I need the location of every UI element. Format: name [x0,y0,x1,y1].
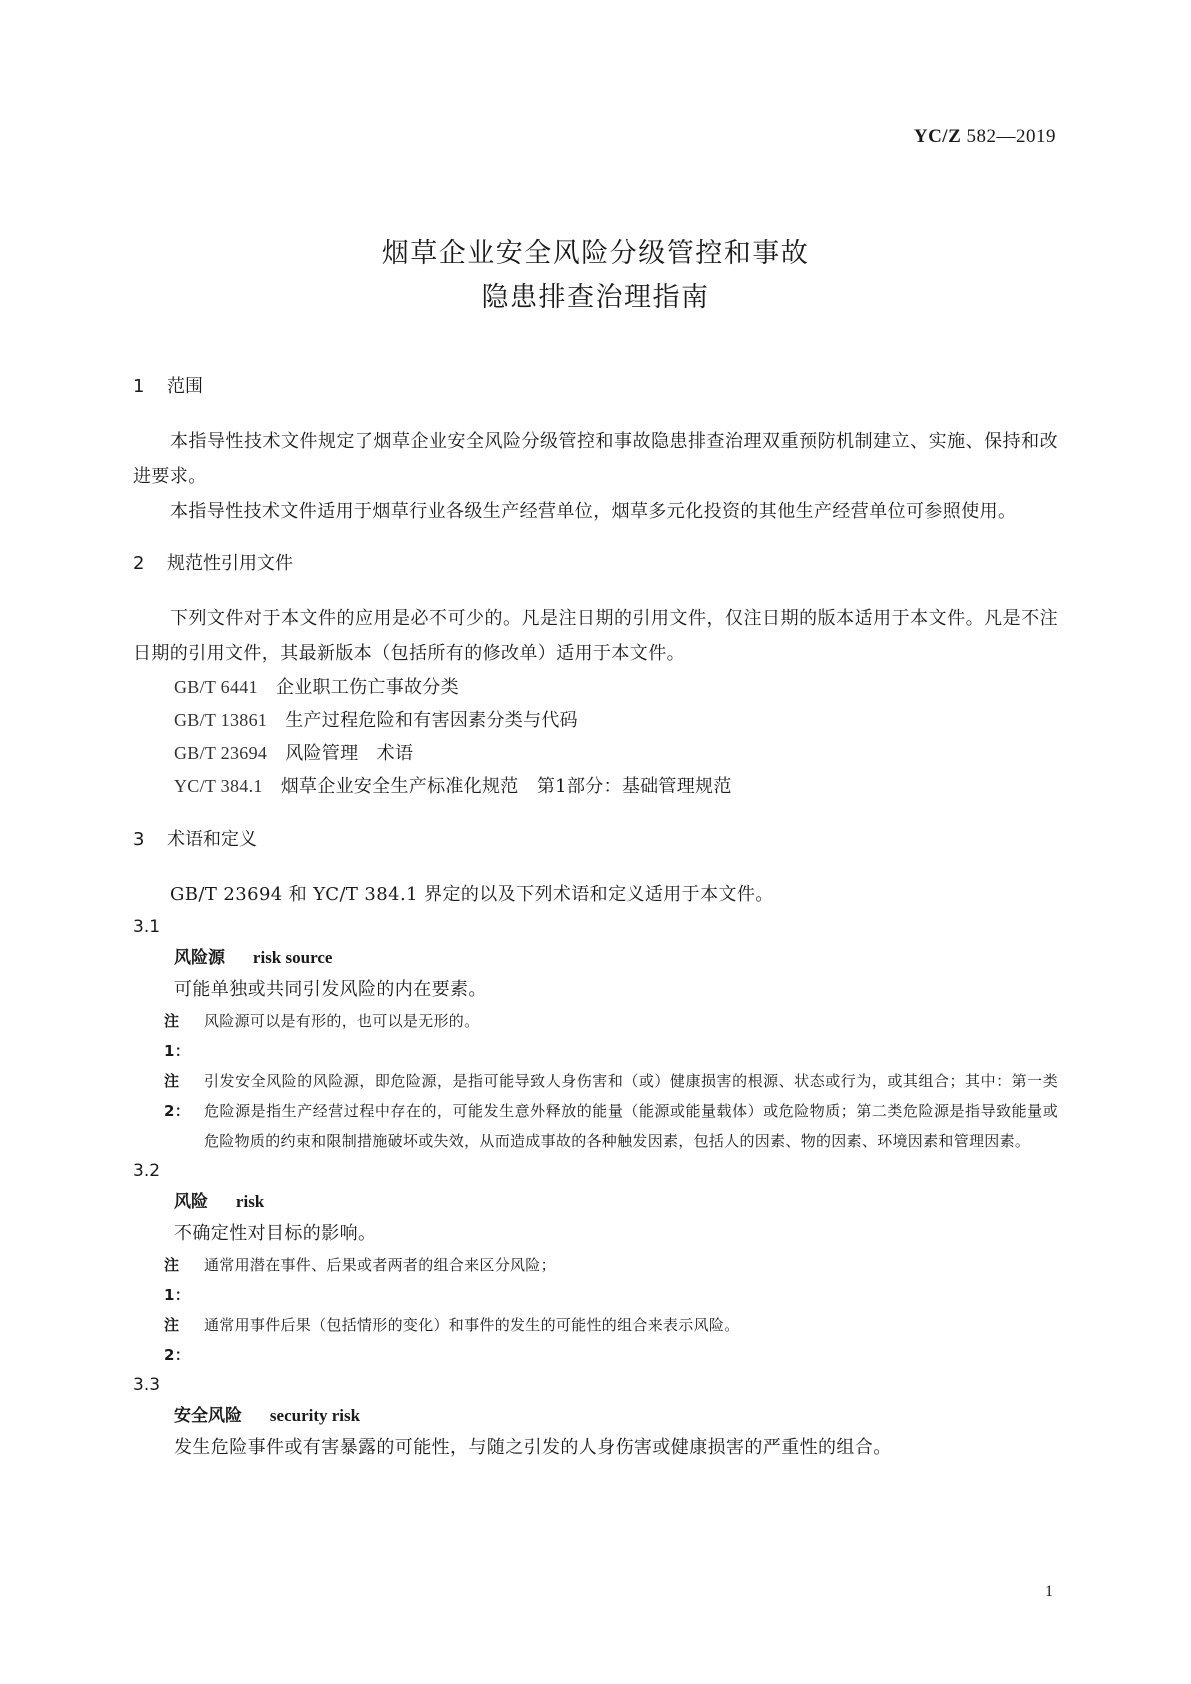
document-code-prefix: YC/Z [913,126,962,147]
reference-name: 生产过程危险和有害因素分类与代码 [285,710,578,731]
reference-code: GB/T 23694 [174,743,268,763]
reference-item [174,737,1058,770]
term-number: 3.2 [133,1161,161,1181]
document-code-number: 582—2019 [966,126,1056,147]
references-intro: 下列文件对于本文件的应用是必不可少的。凡是注日期的引用文件，仅注日期的版本适用于本文件。凡是不注日期的引用文件，其最新版本（包括所有的修改单）适用于本文件。 [133,608,1058,664]
term-name-en: risk [235,1192,265,1211]
section-heading-references [133,549,1058,579]
title-line-2: 隐患排查治理指南 [481,282,710,313]
reference-name: 烟草企业安全生产标准化规范 第1部分：基础管理规范 [280,776,732,797]
note-text: 引发安全风险的风险源，即危险源，是指可能导致人身伤害和（或）健康损害的根源、状态或行为，或其组合；其中：第一类危险源是指生产经营过程中存在的，可能发生意外释放的能量（能源或能量载体）或危险物质；第二类危险源是指导致能量或危险物质的约束和限制措施破坏或失效，从而造成事故的各种触发因素，包括人的因素、物的因素、环境因素和管理因素。 [204,1072,1058,1150]
scope-paragraph-2: 本指导性技术文件适用于烟草行业各级生产经营单位，烟草多元化投资的其他生产经营单位可参照使用。 [170,501,1017,522]
scope-paragraph-1: 本指导性技术文件规定了烟草企业安全风险分级管控和事故隐患排查治理双重预防机制建立、实施、保持和改进要求。 [133,431,1058,487]
section-title: 术语和定义 [167,829,257,850]
document-title [0,232,1191,320]
term-name-en: security risk [269,1406,361,1425]
section-number: 1 [133,376,145,397]
terms-intro: GB/T 23694 和 YC/T 384.1 界定的以及下列术语和定义适用于本文件。 [170,884,774,905]
term-name-en: risk source [252,948,333,967]
reference-list [133,671,1058,803]
term-name [133,1400,1058,1432]
reference-item [174,704,1058,737]
note-label: 注 1： [164,1012,191,1060]
term-note [133,1006,1058,1066]
term-name [133,1186,1058,1218]
reference-name: 风险管理 术语 [285,743,414,764]
note-text: 通常用潜在事件、后果或者两者的组合来区分风险； [204,1256,556,1274]
section-title: 范围 [167,376,203,397]
section-number: 2 [133,553,145,574]
reference-code: GB/T 13861 [174,710,268,730]
document-code [914,126,1056,148]
note-label: 注 1： [164,1256,191,1304]
note-text: 通常用事件后果（包括情形的变化）和事件的发生的可能性的组合来表示风险。 [204,1316,740,1334]
section-title: 规范性引用文件 [167,553,293,574]
term-name-cn: 风险 [174,1192,208,1212]
note-text: 风险源可以是有形的，也可以是无形的。 [204,1012,480,1030]
page-number: 1 [1045,1583,1053,1600]
section-heading-scope [133,372,1058,402]
document-body [133,372,1058,1464]
section-number: 3 [133,829,145,850]
term-definition: 可能单独或共同引发风险的内在要素。 [174,979,487,1000]
title-line-1: 烟草企业安全风险分级管控和事故 [381,238,810,269]
term-definition: 不确定性对目标的影响。 [174,1223,377,1244]
term-name [133,942,1058,974]
term-number: 3.3 [133,1375,161,1395]
reference-code: GB/T 6441 [174,677,258,697]
reference-name: 企业职工伤亡事故分类 [275,677,459,698]
note-label: 注 2： [164,1316,191,1364]
term-number: 3.1 [133,917,161,937]
section-heading-terms [133,825,1058,855]
term-name-cn: 安全风险 [174,1406,242,1426]
reference-item [174,671,1058,704]
reference-code: YC/T 384.1 [174,776,263,796]
term-definition: 发生危险事件或有害暴露的可能性，与随之引发的人身伤害或健康损害的严重性的组合。 [174,1437,892,1458]
term-name-cn: 风险源 [174,948,225,968]
note-label: 注 2： [164,1072,191,1120]
term-note [133,1250,1058,1310]
term-note [133,1066,1058,1156]
term-note [133,1310,1058,1370]
reference-item [174,770,1058,803]
